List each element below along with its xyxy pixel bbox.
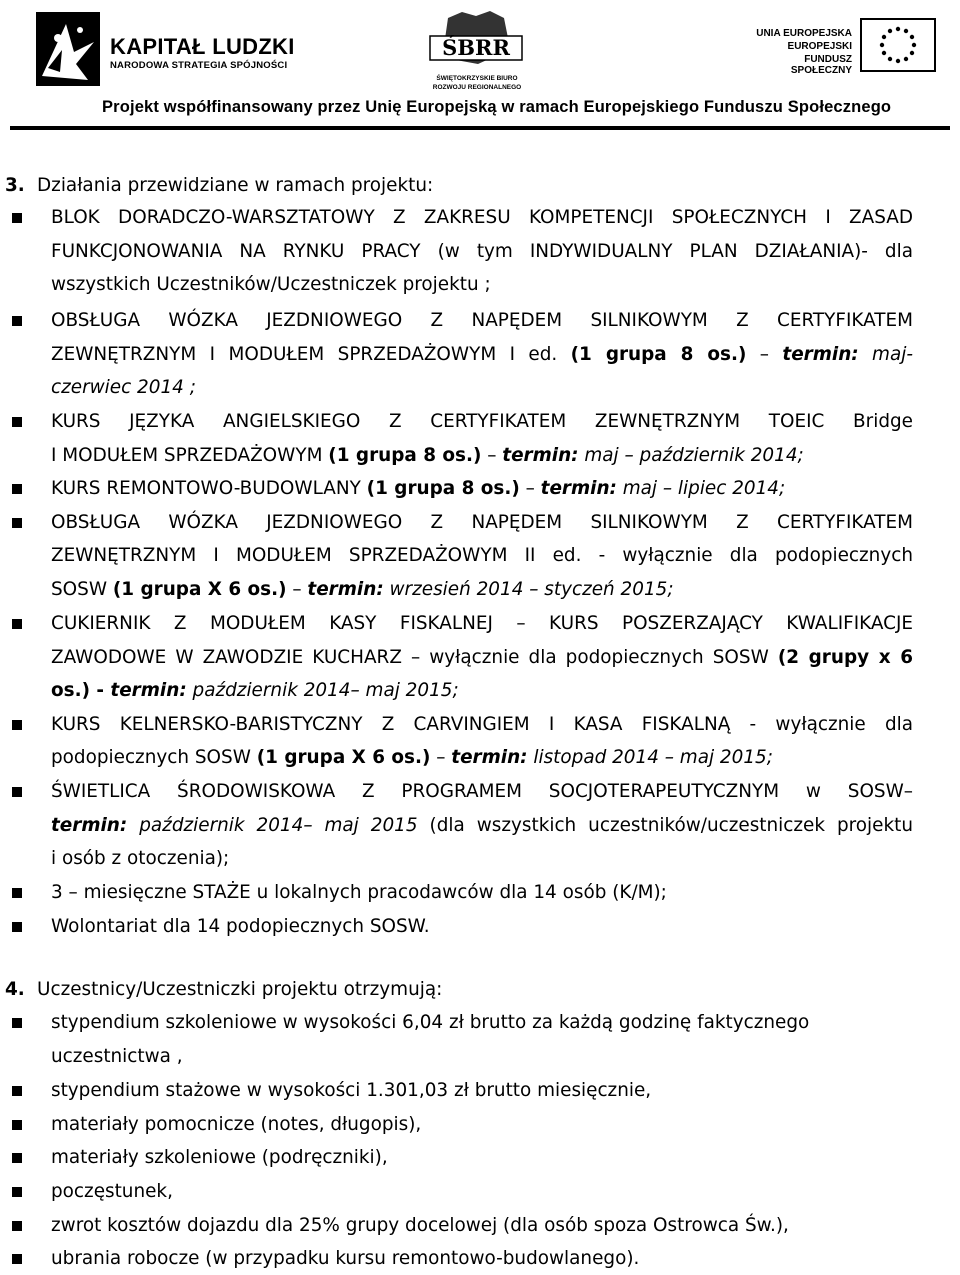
bullet-icon [12, 787, 22, 797]
bullet-icon [12, 1221, 22, 1231]
funding-note: Projekt współfinansowany przez Unię Europejską w ramach Europejskiego Funduszu Społecznego [102, 98, 892, 116]
list-item-line: zwrot kosztów dojazdu dla 25% grupy docelowej (dla osób spoza Ostrowca Św.), [51, 1215, 789, 1236]
list-item-line: ZAWODOWE W ZAWODZIE KUCHARZ – wyłącznie dla podopiecznych SOSW (2 grupy x 6 [51, 647, 913, 668]
list-item-line: Wolontariat dla 14 podopiecznych SOSW. [51, 916, 430, 937]
list-item-line: 3 – miesięczne STAŻE u lokalnych pracodawców dla 14 osób (K/M); [51, 882, 667, 903]
eu-flag-icon [860, 18, 936, 72]
sbrr-subtitle-line1: ŚWIĘTOKRZYSKIE BIURO [436, 75, 518, 82]
list-item-line: termin: październik 2014– maj 2015 (dla wszystkich uczestników/uczestniczek projektu [51, 815, 913, 836]
list-item-line: ŚWIETLICA ŚRODOWISKOWA Z PROGRAMEM SOCJOTERAPEUTYCZNYM w SOSW– [51, 781, 913, 802]
list-item-line: KURS JĘZYKA ANGIELSKIEGO Z CERTYFIKATEM ZEWNĘTRZNYM TOEIC Bridge [51, 411, 913, 432]
list-item-line: KURS KELNERSKO-BARISTYCZNY Z CARVINGIEM I KASA FISKALNĄ - wyłącznie dla [51, 714, 913, 735]
bullet-icon [12, 1153, 22, 1163]
list-item-line: OBSŁUGA WÓZKA JEZDNIOWEGO Z NAPĘDEM SILNIKOWYM Z CERTYFIKATEM [51, 310, 913, 331]
bullet-icon [12, 417, 22, 427]
kapital-ludzki-emblem-icon [36, 12, 100, 86]
bullet-icon [12, 720, 22, 730]
list-item-line: KURS REMONTOWO-BUDOWLANY (1 grupa 8 os.) – termin: maj – lipiec 2014; [51, 478, 786, 499]
kapital-ludzki-title: KAPITAŁ LUDZKI [110, 34, 295, 59]
list-item-line: I MODUŁEM SPRZEDAŻOWYM (1 grupa 8 os.) – termin: maj – październik 2014; [51, 445, 804, 466]
eu-label-line1: UNIA EUROPEJSKA [756, 28, 852, 39]
list-item-line: CUKIERNIK Z MODUŁEM KASY FISKALNEJ – KURS POSZERZAJĄCY KWALIFIKACJE [51, 613, 913, 634]
list-item-line: ZEWNĘTRZNYM I MODUŁEM SPRZEDAŻOWYM II ed. - wyłącznie dla podopiecznych [51, 545, 913, 566]
list-item-line: stypendium stażowe w wysokości 1.301,03 zł brutto miesięcznie, [51, 1080, 652, 1101]
list-item-line: os.) - termin: październik 2014– maj 2015; [51, 680, 459, 701]
eu-label-line2: EUROPEJSKI [787, 41, 852, 52]
list-item-line: BLOK DORADCZO-WARSZTATOWY Z ZAKRESU KOMPETENCJI SPOŁECZNYCH I ZASAD [51, 207, 913, 228]
section-title: Uczestnicy/Uczestniczki projektu otrzymują: [37, 979, 443, 1000]
bullet-icon [12, 316, 22, 326]
list-item-line: i osób z otoczenia); [51, 848, 230, 869]
section-number: 3. [5, 175, 25, 196]
bullet-icon [12, 1120, 22, 1130]
list-item-line: stypendium szkoleniowe w wysokości 6,04 zł brutto za każdą godzinę faktycznego [51, 1012, 810, 1033]
bullet-icon [12, 888, 22, 898]
bullet-icon [12, 518, 22, 528]
section-title: Działania przewidziane w ramach projektu: [37, 175, 434, 196]
bullet-icon [12, 619, 22, 629]
bullet-icon [12, 922, 22, 932]
bullet-icon [12, 484, 22, 494]
list-item-line: OBSŁUGA WÓZKA JEZDNIOWEGO Z NAPĘDEM SILNIKOWYM Z CERTYFIKATEM [51, 512, 913, 533]
svg-text:ŚBRR: ŚBRR [442, 35, 510, 60]
list-item-line: czerwiec 2014 ; [51, 377, 196, 398]
section-number: 4. [5, 979, 25, 1000]
list-item-line: ZEWNĘTRZNYM I MODUŁEM SPRZEDAŻOWYM I ed. (1 grupa 8 os.) – termin: maj- [51, 344, 913, 365]
bullet-icon [12, 1086, 22, 1096]
list-item-line: wszystkich Uczestników/Uczestniczek projektu ; [51, 274, 491, 295]
kapital-ludzki-subtitle: NARODOWA STRATEGIA SPÓJNOŚCI [110, 60, 288, 71]
bullet-icon [12, 1018, 22, 1028]
list-item-line: uczestnictwa , [51, 1046, 183, 1067]
bullet-icon [12, 213, 22, 223]
list-item-line: FUNKCJONOWANIA NA RYNKU PRACY (w tym INDYWIDUALNY PLAN DZIAŁANIA)- dla [51, 241, 913, 262]
sbrr-logo-icon [428, 8, 524, 76]
list-item-line: materiały pomocnicze (notes, długopis), [51, 1114, 422, 1135]
bullet-icon [12, 1254, 22, 1264]
header-divider [10, 126, 950, 130]
list-item-line: podopiecznych SOSW (1 grupa X 6 os.) – termin: listopad 2014 – maj 2015; [51, 747, 773, 768]
list-item-line: ubrania robocze (w przypadku kursu remontowo-budowlanego). [51, 1248, 640, 1269]
sbrr-subtitle-line2: ROZWOJU REGIONALNEGO [432, 84, 522, 91]
list-item-line: SOSW (1 grupa X 6 os.) – termin: wrzesień 2014 – styczeń 2015; [51, 579, 674, 600]
bullet-icon [12, 1187, 22, 1197]
list-item-line: poczęstunek, [51, 1181, 173, 1202]
list-item-line: materiały szkoleniowe (podręczniki), [51, 1147, 388, 1168]
eu-label-line3: FUNDUSZ SPOŁECZNY [790, 54, 852, 76]
document-header [0, 0, 960, 135]
